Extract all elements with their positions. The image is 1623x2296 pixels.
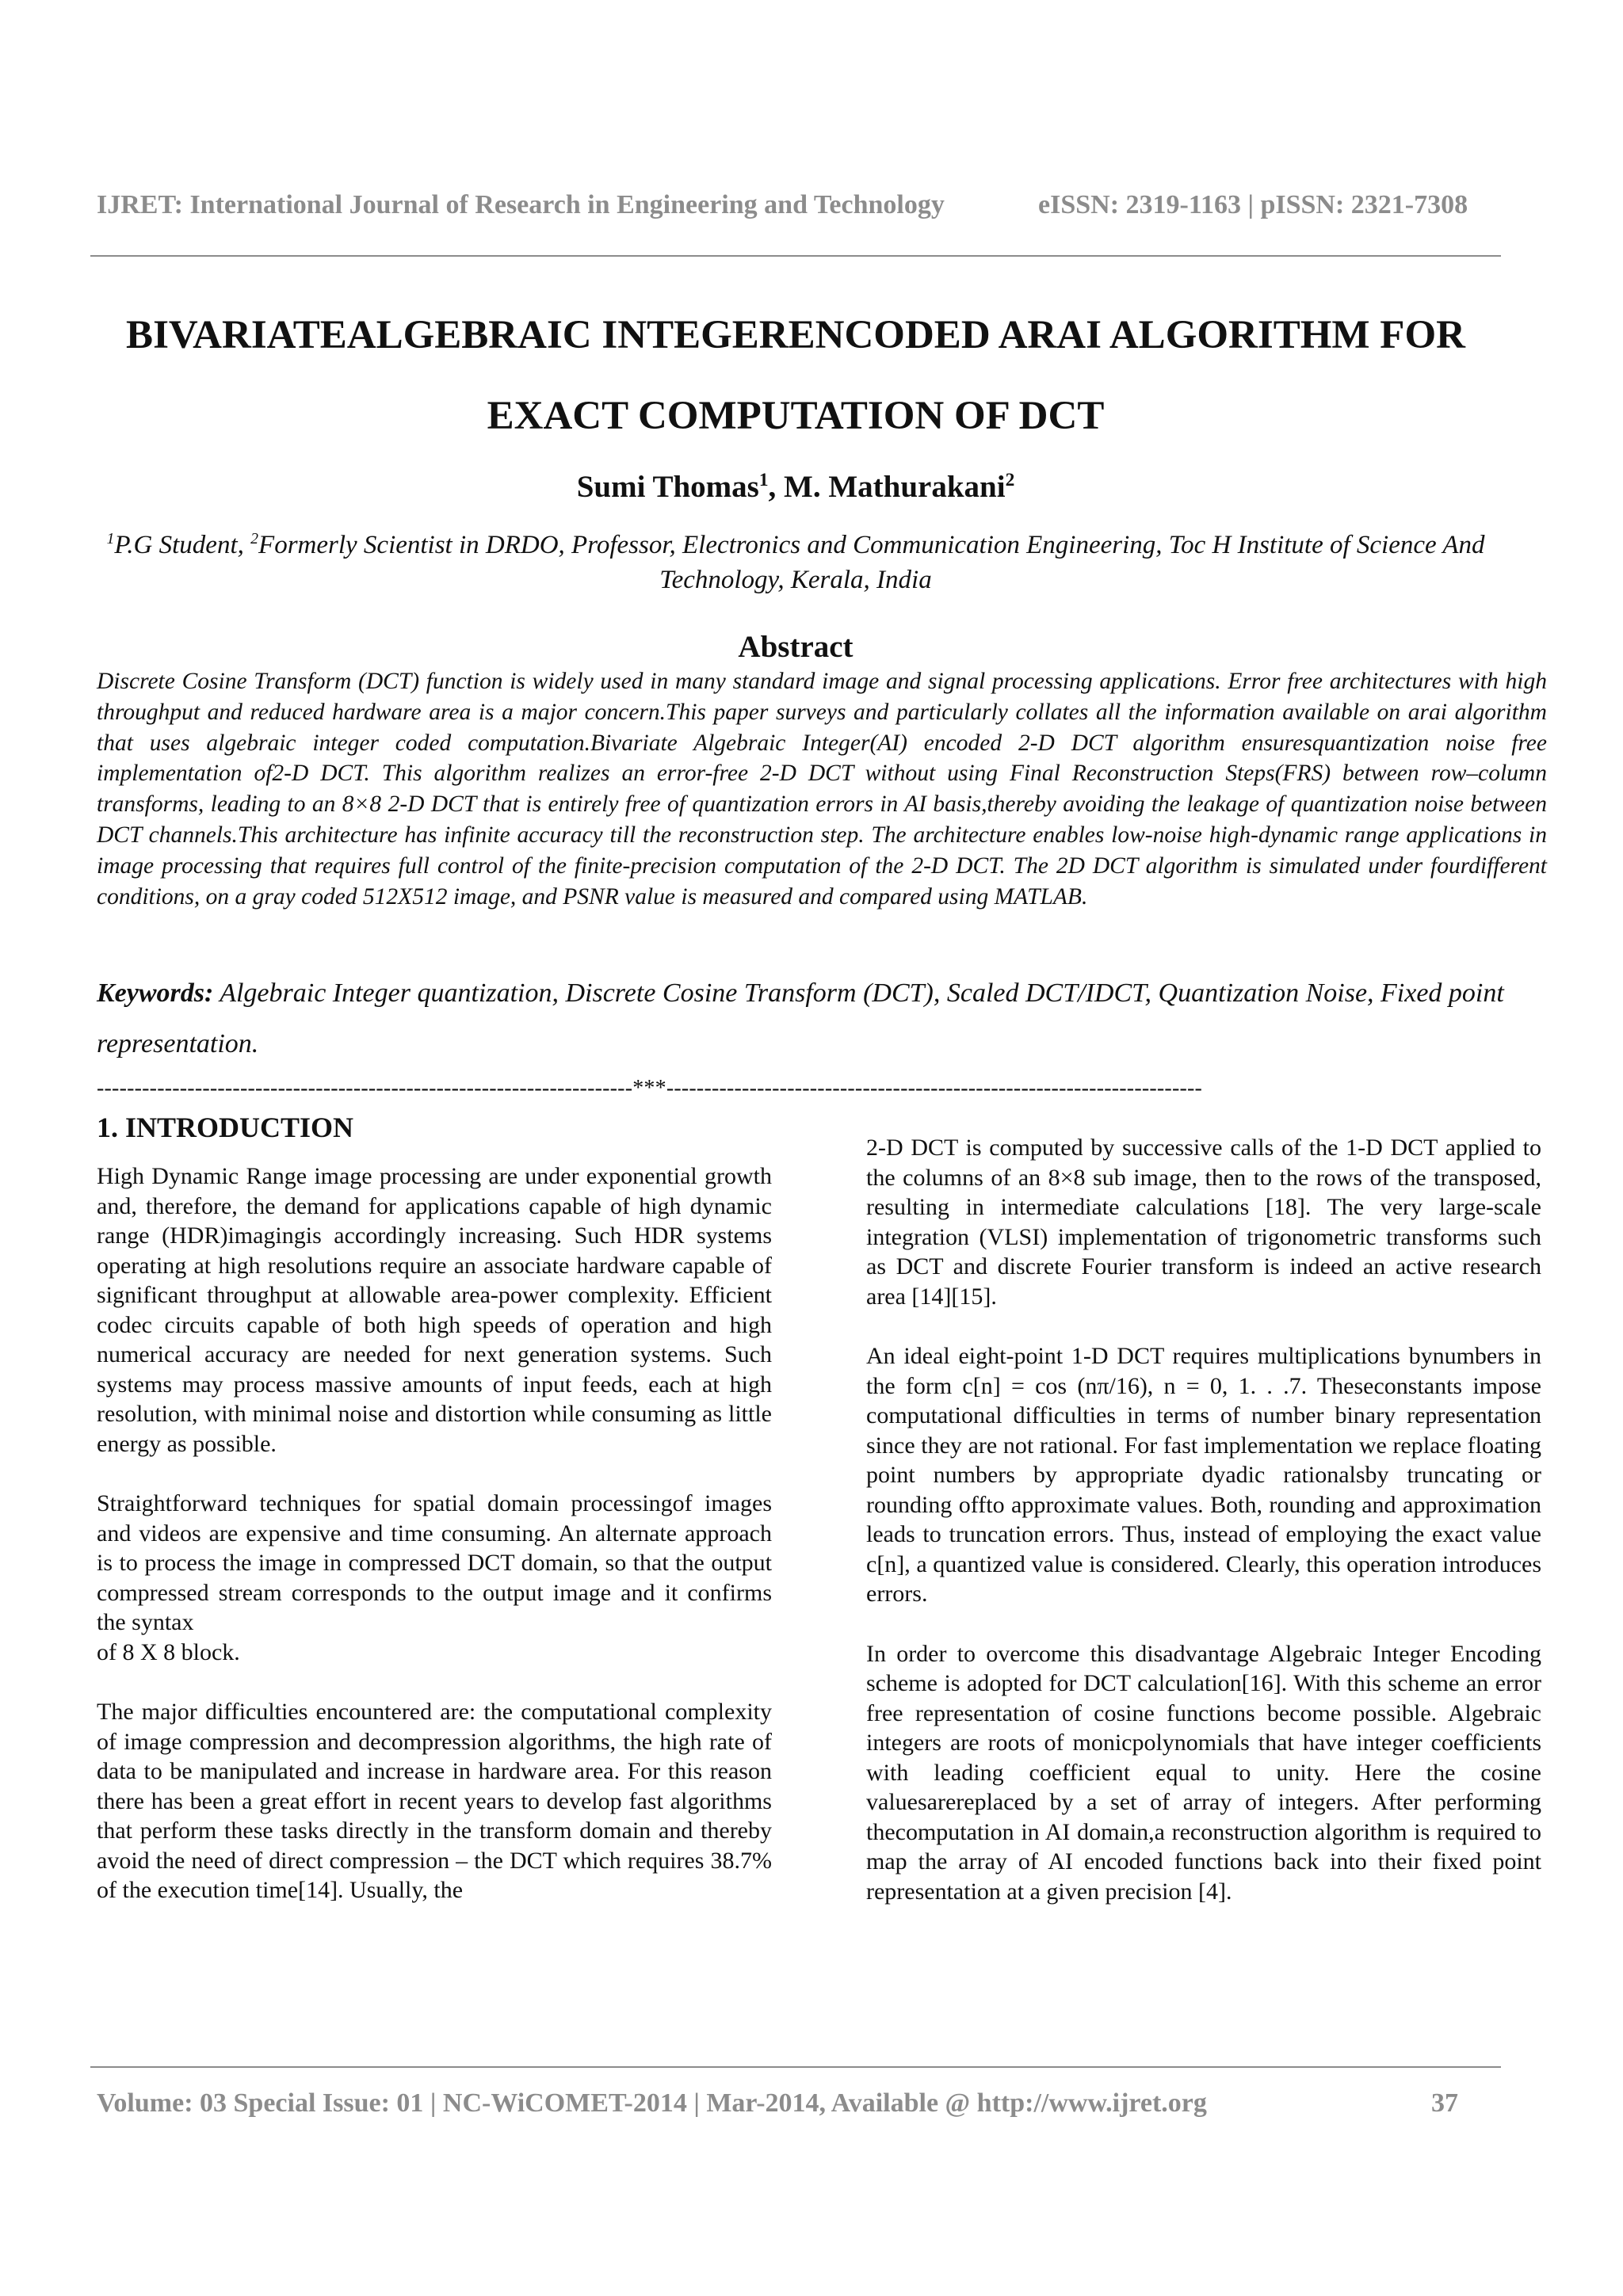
author-2-sup: 2 bbox=[1005, 470, 1015, 490]
author-1-sup: 1 bbox=[758, 470, 769, 490]
page-number: 37 bbox=[1431, 2088, 1458, 2118]
keywords bbox=[97, 968, 1547, 1070]
section-heading-introduction: 1. INTRODUCTION bbox=[97, 1112, 354, 1143]
journal-name: IJRET: International Journal of Research in Engineering and Technology bbox=[97, 190, 945, 219]
title-line-1: BIVARIATEALGEBRAIC INTEGERENCODED ARAI ALGORITHM FOR bbox=[126, 313, 1465, 357]
footer-rule bbox=[90, 2066, 1501, 2068]
running-footer: Volume: 03 Special Issue: 01 | NC-WiCOMET-2014 | Mar-2014, Available @ http://www.ijret.org bbox=[97, 2088, 1207, 2118]
title-line-2: EXACT COMPUTATION OF DCT bbox=[487, 394, 1105, 438]
paragraph: The major difficulties encountered are: the computational complexity of image compression and decompression algorithms, the high rate of data to be manipulated and increase in hardware area. For this reason there has been a great effort in recent years to develop fast algorithms that perform these tasks directly in the transform domain and thereby avoid the need of direct compression – the DCT which requires 38.7% of the execution time[14]. Usually, the bbox=[97, 1699, 772, 1903]
keywords-label: Keywords: bbox=[97, 978, 214, 1008]
paragraph: of 8 X 8 block. bbox=[97, 1638, 240, 1665]
issn-info: eISSN: 2319-1163 | pISSN: 2321-7308 bbox=[1038, 190, 1468, 219]
section-separator: -----------------------------------------------------------------------***----------------------------------------------------------------------- bbox=[97, 1076, 1203, 1100]
author-2: M. Mathurakani bbox=[784, 470, 1006, 504]
paper-title bbox=[90, 295, 1501, 456]
affil-sup-2: 2 bbox=[250, 530, 259, 547]
header-rule bbox=[90, 255, 1501, 257]
affil-part-1: P.G Student, bbox=[114, 531, 251, 559]
left-column bbox=[97, 1108, 772, 1936]
keywords-text: Algebraic Integer quantization, Discrete Cosine Transform (DCT), Scaled DCT/IDCT, Quantization Noise, Fixed point representation. bbox=[97, 978, 1504, 1058]
author-list bbox=[90, 469, 1501, 505]
author-1: Sumi Thomas bbox=[576, 470, 759, 504]
paragraph: An ideal eight-point 1-D DCT requires multiplications bynumbers in the form c[n] = cos (nπ/16), n = 0, 1. . .7. Theseconstants impose computational difficulties in terms of number binary representation since they are not rational. For fast implementation we replace floating point numbers by appropriate dyadic rationalsby truncating or rounding offto approximate values. Both, rounding and approximation leads to truncation errors. Thus, instead of employing the exact value c[n], a quantized value is considered. Clearly, this operation introduces errors. bbox=[866, 1343, 1541, 1607]
abstract-text: Discrete Cosine Transform (DCT) function is widely used in many standard image and signal processing applications. Error free architectures with high throughput and reduced hardware area is a major concern.This paper surveys and particularly collates all the information available on arai algorithm that uses algebraic integer coded computation.Bivariate Algebraic Integer(AI) encoded 2-D DCT algorithm ensuresquantization noise free implementation of2-D DCT. This algorithm realizes an error-free 2-D DCT without using Final Reconstruction Steps(FRS) between row–column transforms, leading to an 8×8 2-D DCT that is entirely free of quantization errors in AI basis,thereby avoiding the leakage of quantization noise between DCT channels.This architecture has infinite accuracy till the reconstruction step. The architecture enables low-noise high-dynamic range applications in image processing that requires full control of the finite-precision computation of the 2-D DCT. The 2D DCT algorithm is simulated under fourdifferent conditions, on a gray coded 512X512 image, and PSNR value is measured and compared using MATLAB. bbox=[97, 669, 1547, 910]
running-header bbox=[97, 190, 1499, 220]
affil-sup-1: 1 bbox=[106, 530, 115, 547]
author-separator: , bbox=[768, 470, 785, 504]
paragraph: In order to overcome this disadvantage Algebraic Integer Encoding scheme is adopted for DCT calculation[16]. With this scheme an error free representation of cosine functions become possible. Algebraic integers are roots of monicpolynomials that have integer coefficients with leading coefficient equal to unity. Here the cosine valuesarereplaced by a set of array of integers. After performing thecomputation in AI domain,a reconstruction algorithm is required to map the array of AI encoded functions back into their fixed point representation at a given precision [4]. bbox=[866, 1640, 1541, 1905]
paragraph: High Dynamic Range image processing are under exponential growth and, therefore, the demand for applications capable of high dynamic range (HDR)imagingis accordingly increasing. Such HDR systems operating at high resolutions require an associate hardware capable of significant throughput at allowable area-power complexity. Efficient codec circuits capable of both high speeds of operation and high numerical accuracy are needed for next generation systems. Such systems may process massive amounts of input feeds, each at high resolution, with minimal noise and distortion while consuming as little energy as possible. bbox=[97, 1163, 772, 1457]
paragraph: Straightforward techniques for spatial domain processingof images and videos are expensive and time consuming. An alternate approach is to process the image in compressed DCT domain, so that the output compressed stream corresponds to the output image and it confirms the syntax bbox=[97, 1490, 772, 1635]
affil-part-2: Formerly Scientist in DRDO, Professor, Electronics and Communication Engineering, Toc H Institute of Science And Technology, Kerala, India bbox=[258, 531, 1485, 594]
affiliation bbox=[90, 528, 1501, 597]
paragraph: 2-D DCT is computed by successive calls of the 1-D DCT applied to the columns of an 8×8 sub image, then to the rows of the transposed, resulting in intermediate calculations [18]. The very large-scale integration (VLSI) implementation of trigonometric transforms such as DCT and discrete Fourier transform is indeed an active research area [14][15]. bbox=[866, 1135, 1541, 1310]
abstract-heading: Abstract bbox=[738, 630, 854, 664]
right-column bbox=[866, 1133, 1541, 1936]
